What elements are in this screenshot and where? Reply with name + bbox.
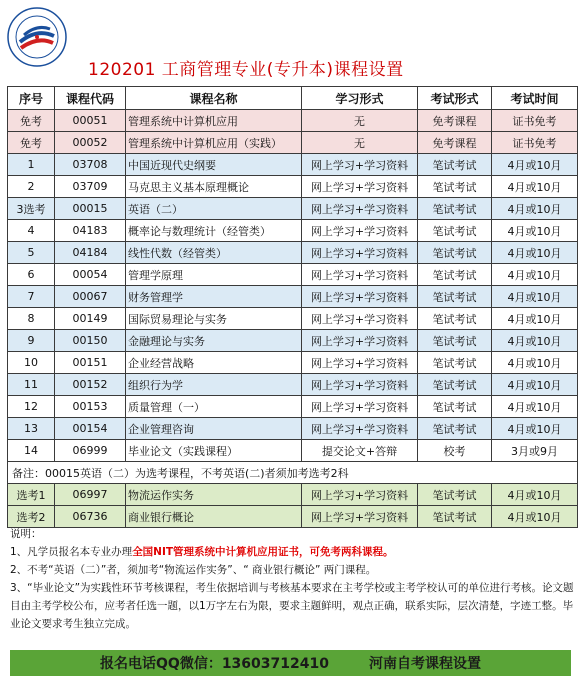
header — [0, 0, 582, 86]
cell-time: 4月或10月 — [492, 396, 578, 418]
cell-exam: 笔试考试 — [418, 418, 492, 440]
cell-time: 4月或10月 — [492, 484, 578, 506]
cell-study: 网上学习+学习资料 — [302, 264, 418, 286]
cell-study: 网上学习+学习资料 — [302, 198, 418, 220]
cell-study: 无 — [302, 132, 418, 154]
cell-code: 06999 — [55, 440, 126, 462]
header-code: 课程代码 — [55, 87, 126, 110]
cell-exam: 笔试考试 — [418, 264, 492, 286]
cell-no: 免考 — [8, 132, 55, 154]
table-row — [8, 242, 578, 264]
cell-study: 网上学习+学习资料 — [302, 484, 418, 506]
table-header-row — [8, 87, 578, 110]
cell-no: 1 — [8, 154, 55, 176]
cell-exam: 笔试考试 — [418, 484, 492, 506]
cell-name: 物流运作实务 — [126, 484, 302, 506]
cell-code: 03709 — [55, 176, 126, 198]
footer-org: 河南自考课程设置 — [368, 656, 481, 672]
cell-study: 网上学习+学习资料 — [302, 242, 418, 264]
cell-code: 04184 — [55, 242, 126, 264]
cell-name: 质量管理（一） — [126, 396, 302, 418]
cell-no: 13 — [8, 418, 55, 440]
table-row — [8, 176, 578, 198]
cell-no: 2 — [8, 176, 55, 198]
cell-no: 8 — [8, 308, 55, 330]
cell-code: 06736 — [55, 506, 126, 528]
cell-study: 网上学习+学习资料 — [302, 330, 418, 352]
cell-time: 4月或10月 — [492, 264, 578, 286]
cell-time: 4月或10月 — [492, 198, 578, 220]
explain-item-1-highlight: 全国NIT管理系统中计算机应用证书，可免考两科课程。 — [132, 546, 394, 558]
cell-code: 00015 — [55, 198, 126, 220]
explain-item-2: 2、不考“英语（二）”者，须加考“物流运作实务”、“ 商业银行概论” 两门课程。 — [10, 564, 377, 576]
cell-study: 网上学习+学习资料 — [302, 352, 418, 374]
cell-code: 00067 — [55, 286, 126, 308]
explain-item-3: 3、“毕业论文”为实践性环节考核课程，考生依据培训与考核基本要求在主考学校或主考学校认可的单位进行考核。论文题目由主考学校公布，应考者任选一题，以1万字左右为限，要求主题鲜明，观点正确，联系实际，层次清楚，字迹工整。毕业论文要求考生独立完成。 — [10, 582, 574, 630]
cell-exam: 免考课程 — [418, 110, 492, 132]
cell-name: 财务管理学 — [126, 286, 302, 308]
table-row — [8, 220, 578, 242]
cell-time: 证书免考 — [492, 132, 578, 154]
cell-code: 00150 — [55, 330, 126, 352]
cell-study: 网上学习+学习资料 — [302, 154, 418, 176]
cell-code: 03708 — [55, 154, 126, 176]
cell-time: 4月或10月 — [492, 286, 578, 308]
header-study: 学习形式 — [302, 87, 418, 110]
header-no: 序号 — [8, 87, 55, 110]
cell-exam: 笔试考试 — [418, 220, 492, 242]
explain-heading: 说明： — [10, 528, 42, 540]
table-row — [8, 352, 578, 374]
cell-no: 6 — [8, 264, 55, 286]
table-row — [8, 110, 578, 132]
cell-time: 4月或10月 — [492, 418, 578, 440]
cell-time: 4月或10月 — [492, 506, 578, 528]
cell-time: 3月或9月 — [492, 440, 578, 462]
cell-exam: 笔试考试 — [418, 396, 492, 418]
cell-name: 马克思主义基本原理概论 — [126, 176, 302, 198]
cell-code: 00149 — [55, 308, 126, 330]
cell-name: 金融理论与实务 — [126, 330, 302, 352]
cell-no: 3选考 — [8, 198, 55, 220]
cell-code: 00153 — [55, 396, 126, 418]
cell-time: 4月或10月 — [492, 308, 578, 330]
cell-study: 网上学习+学习资料 — [302, 374, 418, 396]
cell-time: 4月或10月 — [492, 242, 578, 264]
cell-no: 12 — [8, 396, 55, 418]
cell-name: 企业经营战略 — [126, 352, 302, 374]
cell-exam: 笔试考试 — [418, 506, 492, 528]
cell-exam: 笔试考试 — [418, 198, 492, 220]
cell-time: 4月或10月 — [492, 352, 578, 374]
cell-code: 06997 — [55, 484, 126, 506]
cell-name: 商业银行概论 — [126, 506, 302, 528]
cell-time: 证书免考 — [492, 110, 578, 132]
course-table — [7, 86, 578, 528]
table-row — [8, 330, 578, 352]
footer-contact: 报名电话QQ微信：13603712410 — [100, 656, 329, 672]
education-logo-icon — [6, 6, 68, 68]
cell-time: 4月或10月 — [492, 176, 578, 198]
cell-exam: 笔试考试 — [418, 242, 492, 264]
cell-exam: 笔试考试 — [418, 176, 492, 198]
cell-study: 网上学习+学习资料 — [302, 176, 418, 198]
cell-no: 4 — [8, 220, 55, 242]
table-row — [8, 264, 578, 286]
cell-name: 企业管理咨询 — [126, 418, 302, 440]
cell-exam: 笔试考试 — [418, 352, 492, 374]
cell-code: 00054 — [55, 264, 126, 286]
cell-name: 组织行为学 — [126, 374, 302, 396]
cell-exam: 笔试考试 — [418, 286, 492, 308]
table-row — [8, 484, 578, 506]
table-row — [8, 286, 578, 308]
cell-name: 毕业论文（实践课程） — [126, 440, 302, 462]
cell-no: 14 — [8, 440, 55, 462]
footer-banner — [10, 650, 571, 676]
cell-study: 网上学习+学习资料 — [302, 308, 418, 330]
cell-name: 国际贸易理论与实务 — [126, 308, 302, 330]
table-row — [8, 396, 578, 418]
cell-time: 4月或10月 — [492, 154, 578, 176]
table-row — [8, 374, 578, 396]
cell-name: 中国近现代史纲要 — [126, 154, 302, 176]
cell-name: 概率论与数理统计（经管类） — [126, 220, 302, 242]
cell-study: 网上学习+学习资料 — [302, 286, 418, 308]
cell-time: 4月或10月 — [492, 220, 578, 242]
cell-exam: 校考 — [418, 440, 492, 462]
header-exam: 考试形式 — [418, 87, 492, 110]
table-row — [8, 132, 578, 154]
cell-no: 免考 — [8, 110, 55, 132]
note-row — [8, 462, 578, 484]
header-name: 课程名称 — [126, 87, 302, 110]
cell-exam: 笔试考试 — [418, 330, 492, 352]
cell-code: 00152 — [55, 374, 126, 396]
cell-name: 管理系统中计算机应用（实践） — [126, 132, 302, 154]
cell-name: 管理系统中计算机应用 — [126, 110, 302, 132]
cell-name: 线性代数（经管类） — [126, 242, 302, 264]
cell-name: 英语（二） — [126, 198, 302, 220]
cell-time: 4月或10月 — [492, 374, 578, 396]
cell-name: 管理学原理 — [126, 264, 302, 286]
cell-code: 00151 — [55, 352, 126, 374]
cell-study: 提交论文+答辩 — [302, 440, 418, 462]
cell-study: 网上学习+学习资料 — [302, 396, 418, 418]
cell-study: 网上学习+学习资料 — [302, 506, 418, 528]
cell-no: 选考1 — [8, 484, 55, 506]
header-time: 考试时间 — [492, 87, 578, 110]
cell-code: 04183 — [55, 220, 126, 242]
table-row — [8, 440, 578, 462]
cell-study: 网上学习+学习资料 — [302, 418, 418, 440]
cell-exam: 笔试考试 — [418, 308, 492, 330]
cell-no: 10 — [8, 352, 55, 374]
explain-item-1-prefix: 1、凡学员报名本专业办理 — [10, 546, 133, 558]
cell-code: 00052 — [55, 132, 126, 154]
table-row — [8, 154, 578, 176]
note-text: 备注：00015英语（二）为选考课程，不考英语(二)者须加考选考2科 — [8, 462, 578, 484]
cell-no: 7 — [8, 286, 55, 308]
cell-no: 选考2 — [8, 506, 55, 528]
cell-code: 00154 — [55, 418, 126, 440]
explanation — [10, 525, 574, 633]
cell-no: 11 — [8, 374, 55, 396]
page-title: 120201 工商管理专业(专升本)课程设置 — [88, 60, 404, 80]
cell-study: 网上学习+学习资料 — [302, 220, 418, 242]
cell-exam: 笔试考试 — [418, 154, 492, 176]
cell-no: 5 — [8, 242, 55, 264]
table-row — [8, 418, 578, 440]
cell-code: 00051 — [55, 110, 126, 132]
cell-time: 4月或10月 — [492, 330, 578, 352]
table-row — [8, 308, 578, 330]
cell-no: 9 — [8, 330, 55, 352]
cell-study: 无 — [302, 110, 418, 132]
explain-item-1 — [10, 543, 574, 561]
table-row — [8, 198, 578, 220]
cell-exam: 免考课程 — [418, 132, 492, 154]
cell-exam: 笔试考试 — [418, 374, 492, 396]
